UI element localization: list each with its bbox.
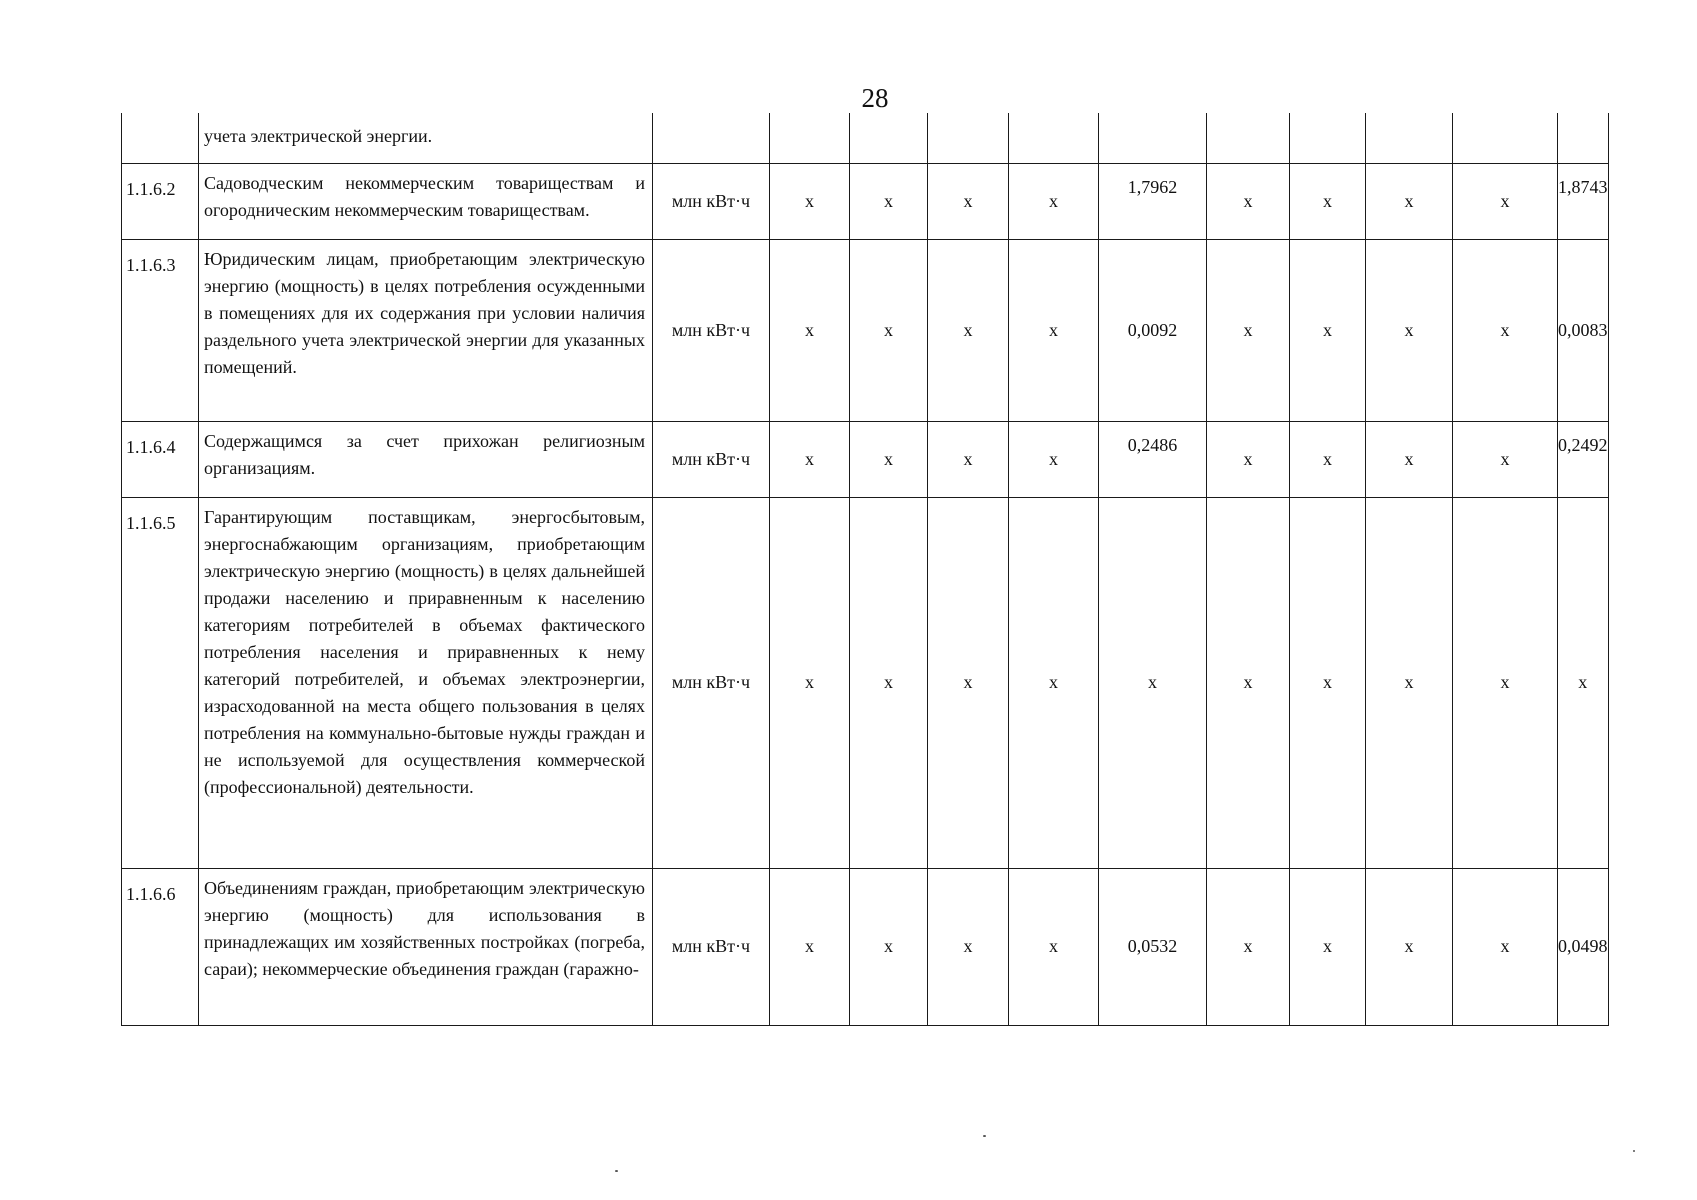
value-cell: х xyxy=(1207,868,1290,1025)
value-cell: х xyxy=(1453,163,1558,239)
value-cell xyxy=(1558,113,1609,163)
table-row xyxy=(122,497,1609,868)
value-cell: х xyxy=(770,163,850,239)
scan-speck xyxy=(615,1170,618,1172)
row-description: Содержащимся за счет прихожан религиозным организациям. xyxy=(199,421,653,497)
value-cell: х xyxy=(1290,163,1366,239)
value-cell: х xyxy=(770,497,850,868)
value-cell: х xyxy=(1290,497,1366,868)
value-cell: х xyxy=(850,868,928,1025)
row-number xyxy=(122,113,199,163)
value-cell: х xyxy=(1366,497,1453,868)
value-cell: 0,0092 xyxy=(1099,239,1207,421)
value-cell: 0,0498 xyxy=(1558,868,1609,1025)
value-cell: х xyxy=(1207,497,1290,868)
value-cell: х xyxy=(770,868,850,1025)
value-cell: х xyxy=(1453,421,1558,497)
value-cell: х xyxy=(1453,497,1558,868)
row-description: Садоводческим некоммерческим товариществам и огородническим некоммерческим товариществам. xyxy=(199,163,653,239)
row-description: Объединениям граждан, приобретающим электрическую энергию (мощность) для использования в принадлежащих им хозяйственных постройках (погреба, сараи); некоммерческие объединения граждан (гаражно- xyxy=(199,868,653,1025)
value-cell: х xyxy=(1207,239,1290,421)
row-description: Юридическим лицам, приобретающим электрическую энергию (мощность) в целях потребления осужденными в помещениях для их содержания при условии наличия раздельного учета электрической энергии для указанных помещений. xyxy=(199,239,653,421)
value-cell: х xyxy=(850,163,928,239)
row-description: учета электрической энергии. xyxy=(199,113,653,163)
value-cell xyxy=(1366,113,1453,163)
value-cell xyxy=(1453,113,1558,163)
value-cell: х xyxy=(1009,497,1099,868)
value-cell: х xyxy=(928,497,1009,868)
value-cell: х xyxy=(928,163,1009,239)
value-cell: х xyxy=(928,239,1009,421)
value-cell xyxy=(770,113,850,163)
value-cell: 0,0532 xyxy=(1099,868,1207,1025)
value-cell xyxy=(850,113,928,163)
value-cell xyxy=(1009,113,1099,163)
scan-speck xyxy=(1633,1150,1635,1152)
value-cell: х xyxy=(1009,239,1099,421)
page-number: 28 xyxy=(861,83,889,113)
value-cell: х xyxy=(1290,239,1366,421)
value-cell: х xyxy=(928,868,1009,1025)
value-cell: 1,8743 xyxy=(1558,163,1609,239)
value-cell: х xyxy=(850,497,928,868)
value-cell: х xyxy=(1366,868,1453,1025)
row-unit: млн кВт·ч xyxy=(653,421,770,497)
value-cell xyxy=(1290,113,1366,163)
row-description: Гарантирующим поставщикам, энергосбытовым, энергоснабжающим организациям, приобретающим электрическую энергию (мощность) в целях дальнейшей продажи населению и приравненным к населению категориям потребителей в объемах фактического потребления населения и приравненных к нему категорий потребителей, и объемах электроэнергии, израсходованной на места общего пользования в целях потребления на коммунально-бытовые нужды граждан и не используемой для осуществления коммерческой (профессиональной) деятельности. xyxy=(199,497,653,868)
value-cell: х xyxy=(1290,868,1366,1025)
row-number: 1.1.6.4 xyxy=(122,421,199,497)
value-cell xyxy=(928,113,1009,163)
row-unit: млн кВт·ч xyxy=(653,868,770,1025)
value-cell: х xyxy=(1558,497,1609,868)
row-number: 1.1.6.3 xyxy=(122,239,199,421)
value-cell xyxy=(1207,113,1290,163)
value-cell: х xyxy=(770,239,850,421)
value-cell: х xyxy=(1207,421,1290,497)
value-cell: х xyxy=(850,239,928,421)
value-cell: 0,2492 xyxy=(1558,421,1609,497)
value-cell: х xyxy=(1453,868,1558,1025)
value-cell: 0,0083 xyxy=(1558,239,1609,421)
value-cell: х xyxy=(1009,868,1099,1025)
row-number: 1.1.6.5 xyxy=(122,497,199,868)
data-table xyxy=(121,113,1609,1026)
row-number: 1.1.6.2 xyxy=(122,163,199,239)
value-cell: х xyxy=(1099,497,1207,868)
table-row xyxy=(122,868,1609,1025)
value-cell: х xyxy=(1366,239,1453,421)
value-cell: х xyxy=(1009,163,1099,239)
row-unit: млн кВт·ч xyxy=(653,163,770,239)
table-row xyxy=(122,239,1609,421)
value-cell: х xyxy=(850,421,928,497)
value-cell: 1,7962 xyxy=(1099,163,1207,239)
value-cell xyxy=(1099,113,1207,163)
value-cell: х xyxy=(928,421,1009,497)
row-number: 1.1.6.6 xyxy=(122,868,199,1025)
scan-speck xyxy=(983,1135,986,1137)
row-unit xyxy=(653,113,770,163)
table-row xyxy=(122,421,1609,497)
value-cell: х xyxy=(1207,163,1290,239)
value-cell: х xyxy=(1366,163,1453,239)
row-unit: млн кВт·ч xyxy=(653,497,770,868)
row-unit: млн кВт·ч xyxy=(653,239,770,421)
value-cell: х xyxy=(1366,421,1453,497)
table-row xyxy=(122,163,1609,239)
table-row xyxy=(122,113,1609,163)
value-cell: х xyxy=(1009,421,1099,497)
value-cell: 0,2486 xyxy=(1099,421,1207,497)
value-cell: х xyxy=(1453,239,1558,421)
value-cell: х xyxy=(1290,421,1366,497)
value-cell: х xyxy=(770,421,850,497)
